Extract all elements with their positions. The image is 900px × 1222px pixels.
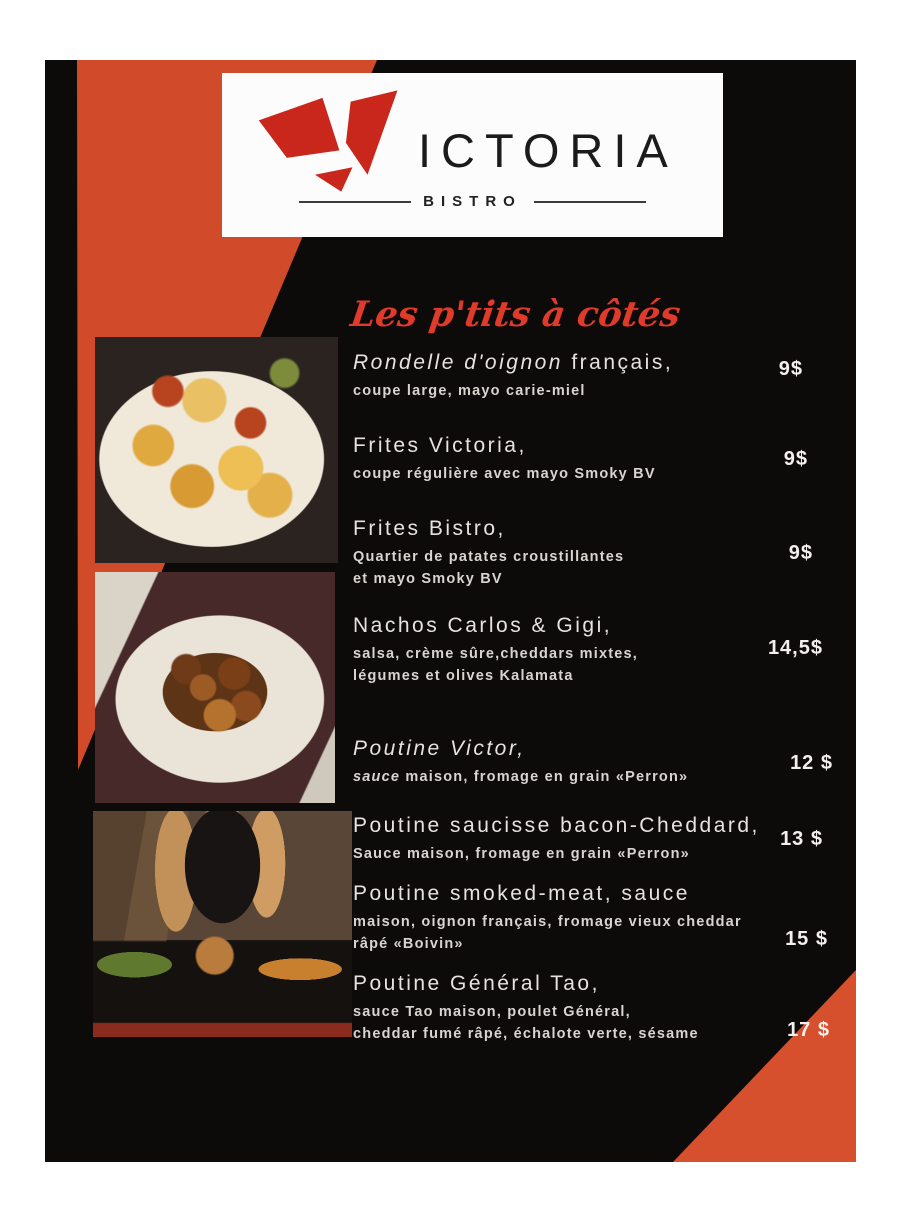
item-title: Poutine saucisse bacon-Cheddard,	[353, 814, 760, 837]
victoria-v-logo-icon	[255, 81, 405, 201]
logo-rule-left	[299, 201, 411, 203]
menu-item	[353, 433, 833, 486]
item-desc: coupe large, mayo carie-miel	[353, 383, 586, 399]
menu-item	[353, 971, 833, 1045]
item-title: Poutine Victor,	[353, 737, 526, 760]
menu-item	[353, 516, 833, 590]
menu-item	[353, 613, 833, 687]
item-price: 14,5$	[767, 637, 823, 659]
item-price: 9$	[778, 358, 803, 380]
item-price: 13 $	[780, 828, 823, 850]
section-heading: Les p'tits à côtés	[348, 294, 684, 335]
item-title: Poutine Général Tao,	[353, 972, 600, 995]
logo-sub-text: BISTRO	[423, 193, 522, 210]
logo-box	[222, 73, 723, 237]
nachos-plate-photo	[95, 337, 338, 563]
item-title: Poutine smoked-meat, sauce	[353, 882, 690, 905]
item-price: 15 $	[785, 928, 828, 950]
item-price: 9$	[783, 448, 808, 470]
menu-item	[353, 881, 833, 955]
item-title: Frites Bistro,	[353, 517, 506, 540]
menu-card	[45, 60, 856, 1162]
logo-subtitle	[222, 193, 723, 210]
item-desc: Sauce maison, fromage en grain «Perron»	[353, 846, 690, 862]
item-title: Nachos Carlos & Gigi,	[353, 614, 613, 637]
diner-burger-photo	[93, 811, 352, 1037]
item-desc: maison, oignon français, fromage vieux cheddar râpé «Boivin»	[353, 914, 742, 952]
item-title: Rondelle d'oignon français,	[353, 351, 674, 374]
item-desc: Quartier de patates croustillantes et mayo Smoky BV	[353, 549, 625, 587]
menu-item	[353, 813, 833, 866]
item-price: 12 $	[790, 752, 833, 774]
menu-item	[353, 736, 833, 789]
logo-rule-right	[534, 201, 646, 203]
item-desc: sauce maison, fromage en grain «Perron»	[353, 769, 689, 785]
menu-item	[353, 350, 833, 403]
item-desc: sauce Tao maison, poulet Général, cheddar fumé râpé, échalote verte, sésame	[353, 1004, 699, 1042]
item-title: Frites Victoria,	[353, 434, 527, 457]
item-desc: salsa, crème sûre,cheddars mixtes, légumes et olives Kalamata	[353, 646, 639, 684]
item-price: 9$	[788, 542, 813, 564]
logo-brand-text: ICTORIA	[418, 124, 678, 177]
item-desc: coupe régulière avec mayo Smoky BV	[353, 466, 656, 482]
poutine-bowl-photo	[95, 572, 335, 803]
item-price: 17 $	[787, 1019, 830, 1041]
